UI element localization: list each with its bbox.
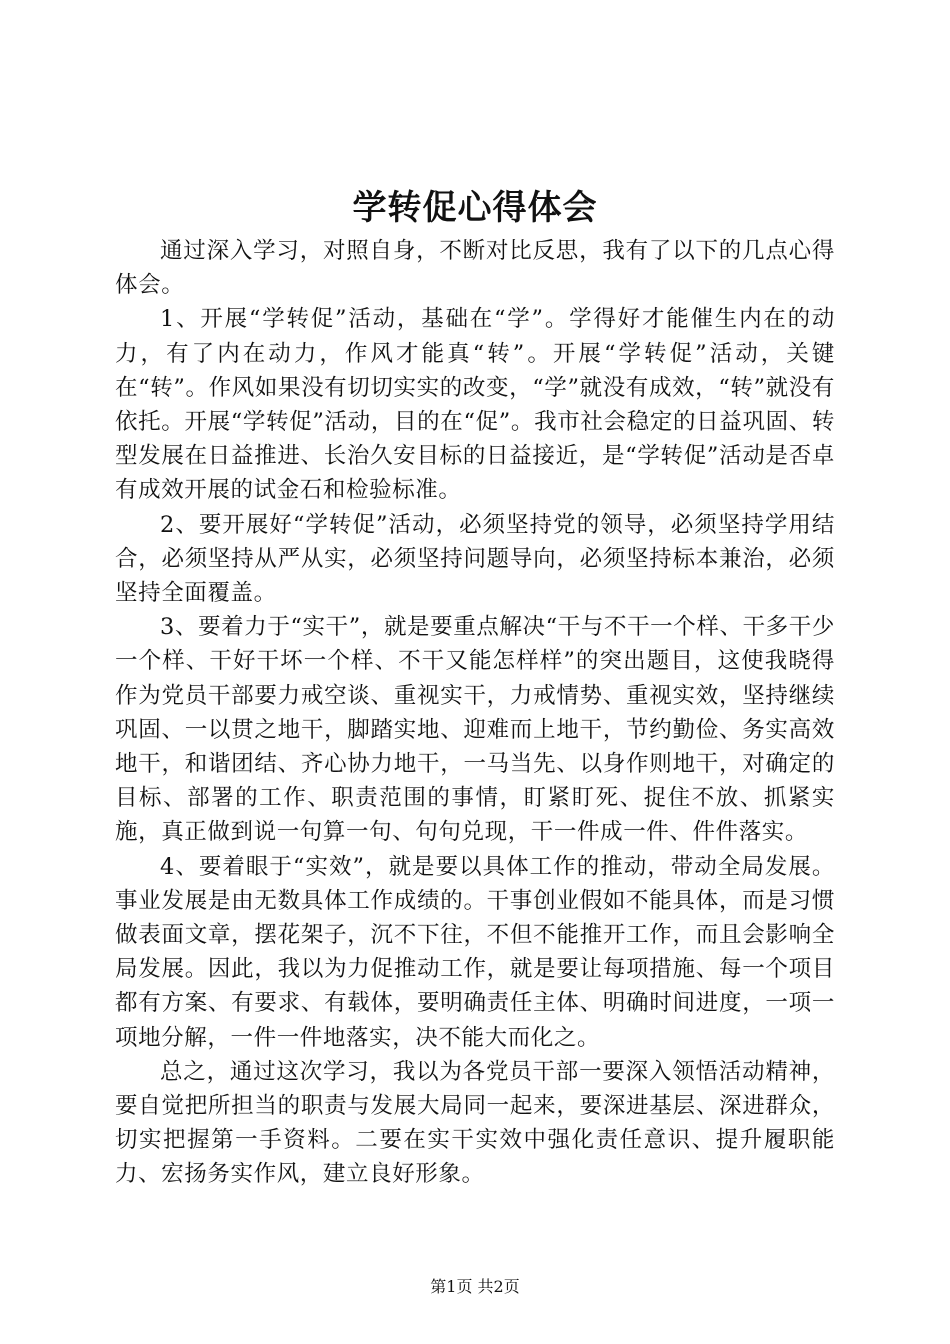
paragraph-summary: 总之，通过这次学习，我以为各党员干部一要深入领悟活动精神，要自觉把所担当的职责与发展大局同一起来，要深进基层、深进群众，切实把握第一手资料。二要在实干实效中强化责任意识、提升履职能力、宏扬务实作风，建立良好形象。 (115, 1058, 835, 1188)
paragraph-3: 3、要着力于“实干”，就是要重点解决“干与不干一个样、干多干少一个样、干好干坏一个样、不干又能怎样样”的突出题目，这使我晓得作为党员干部要力戒空谈、重视实干，力戒情势、重视实效，坚持继续巩固、一以贯之地干，脚踏实地、迎难而上地干，节约勤俭、务实高效地干，和谐团结、齐心协力地干，一马当先、以身作则地干，对确定的目标、部署的工作、职责范围的事情，盯紧盯死、捉住不放、抓紧实施，真正做到说一句算一句、句句兑现，干一件成一件、件件落实。 (115, 614, 835, 846)
document-body (115, 234, 835, 1192)
paragraph-intro: 通过深入学习，对照自身，不断对比反思，我有了以下的几点心得体会。 (115, 238, 835, 299)
paragraph-1: 1、开展“学转促”活动，基础在“学”。学得好才能催生内在的动力，有了内在动力，作风才能真“转”。开展“学转促”活动，关键在“转”。作风如果没有切切实实的改变，“学”就没有成效，“转”就没有依托。开展“学转促”活动，目的在“促”。我市社会稳定的日益巩固、转型发展在日益推进、长治久安目标的日益接近，是“学转促”活动是否卓有成效开展的试金石和检验标准。 (115, 306, 835, 504)
paragraph-2: 2、要开展好“学转促”活动，必须坚持党的领导，必须坚持学用结合，必须坚持从严从实，必须坚持问题导向，必须坚持标本兼治，必须坚持全面覆盖。 (115, 511, 835, 607)
page-number-footer: 第1页 共2页 (430, 1277, 520, 1296)
document-title: 学转促心得体会 (352, 188, 598, 228)
paragraph-4: 4、要着眼于“实效”，就是要以具体工作的推动，带动全局发展。事业发展是由无数具体工作成绩的。干事创业假如不能具体，而是习惯做表面文章，摆花架子，沉不下往，不但不能推开工作，而且会影响全局发展。因此，我以为力促推动工作，就是要让每项措施、每一个项目都有方案、有要求、有载体，要明确责任主体、明确时间进度，一项一项地分解，一件一件地落实，决不能大而化之。 (115, 853, 835, 1051)
